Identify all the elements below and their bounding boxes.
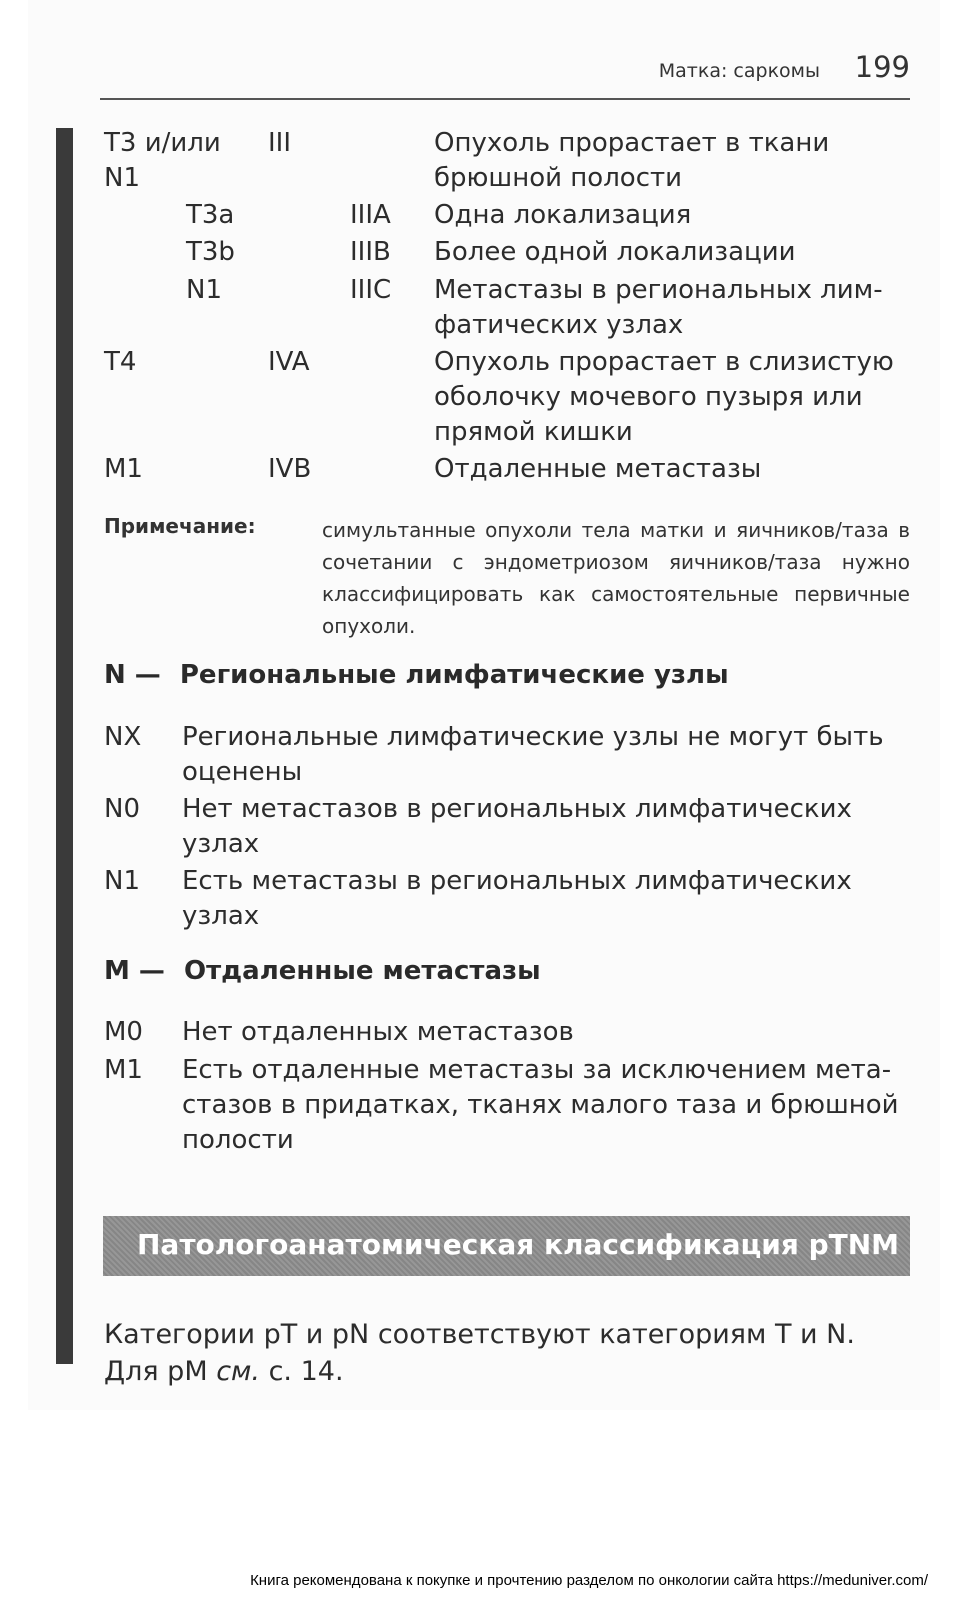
ptnm-paragraph — [104, 1316, 910, 1390]
n-item-text: Региональные лимфатические узлы не могут быть — [182, 722, 884, 752]
stage-desc-cell: Опухоль прорастает в ткани — [434, 128, 830, 158]
footer-note: Книга рекомендована к покупке и прочтению разделом по онкологии сайта https://meduniver.com/ — [250, 1572, 928, 1589]
section-banner — [103, 1216, 910, 1276]
stage-desc-cell: Метастазы в региональных лим- — [434, 275, 883, 305]
n-item-code: N1 — [104, 866, 140, 896]
stage-t-cell: T3a — [186, 200, 235, 230]
m-item-text: Есть отдаленные метастазы за исключением мета- — [182, 1055, 892, 1085]
stage-desc-cell: прямой кишки — [434, 417, 633, 447]
note-label: Примечание: — [104, 514, 256, 538]
paragraph-italic: см. — [216, 1356, 260, 1387]
stage-group-cell: IVA — [268, 347, 310, 377]
stage-desc-cell: Более одной локализации — [434, 237, 796, 267]
stage-desc-cell: Отдаленные метастазы — [434, 454, 762, 484]
n-item-text: Нет метастазов в региональных лимфатических — [182, 794, 852, 824]
n-section-code: N — — [104, 660, 161, 690]
stage-desc-cell: Одна локализация — [434, 200, 692, 230]
m-item-text: Нет отдаленных метастазов — [182, 1017, 574, 1047]
page-number: 199 — [854, 50, 910, 84]
stage-desc-cell: брюшной полости — [434, 163, 683, 193]
n-item-code: N0 — [104, 794, 140, 824]
stage-desc-cell: фатических узлах — [434, 310, 684, 340]
paragraph-text: Категории pT и pN соответствуют категориям T и N. Для pM — [104, 1319, 855, 1387]
stage-t-cell: T3 и/или — [104, 128, 221, 158]
stage-group-cell: III — [268, 128, 292, 158]
n-item-text: узлах — [182, 901, 260, 931]
stage-group-cell: IIIA — [350, 200, 391, 230]
stage-t-cell: T3b — [186, 237, 235, 267]
stage-desc-cell: Опухоль прорастает в слизистую — [434, 347, 894, 377]
running-header-title: Матка: саркомы — [658, 60, 820, 82]
n-item-text: узлах — [182, 829, 260, 859]
stage-group-cell: IIIC — [350, 275, 392, 305]
n-section-heading — [104, 660, 729, 690]
m-section-title: Отдаленные метастазы — [184, 956, 541, 986]
stage-group-cell: IVB — [268, 454, 312, 484]
n-item-text: оценены — [182, 757, 303, 787]
m-item-text: полости — [182, 1125, 294, 1155]
stage-t-cell: N1 — [104, 163, 140, 193]
m-item-code: M1 — [104, 1055, 143, 1085]
note-text: симультанные опухоли тела матки и яичников/таза в сочетании с эндометриозом яичников/таза нужно классифицировать как самостоятельные первичные опухоли. — [322, 518, 910, 638]
stage-group-cell: IIIB — [350, 237, 391, 267]
n-item-text: Есть метастазы в региональных лимфатических — [182, 866, 852, 896]
running-header — [100, 50, 910, 100]
banner-title: Патологоанатомическая классификация pTNM — [137, 1228, 900, 1261]
chapter-side-bar — [56, 128, 73, 1364]
m-section-heading — [104, 956, 541, 986]
m-item-code: M0 — [104, 1017, 143, 1047]
stage-t-cell: M1 — [104, 454, 143, 484]
m-section-code: M — — [104, 956, 165, 986]
n-item-code: NX — [104, 722, 142, 752]
stage-t-cell: N1 — [186, 275, 222, 305]
n-section-title: Региональные лимфатические узлы — [179, 660, 729, 690]
paragraph-text-end: с. 14. — [260, 1356, 344, 1387]
stage-desc-cell: оболочку мочевого пузыря или — [434, 382, 863, 412]
stage-t-cell: T4 — [104, 347, 137, 377]
m-item-text: стазов в придатках, тканях малого таза и брюшной — [182, 1090, 899, 1120]
